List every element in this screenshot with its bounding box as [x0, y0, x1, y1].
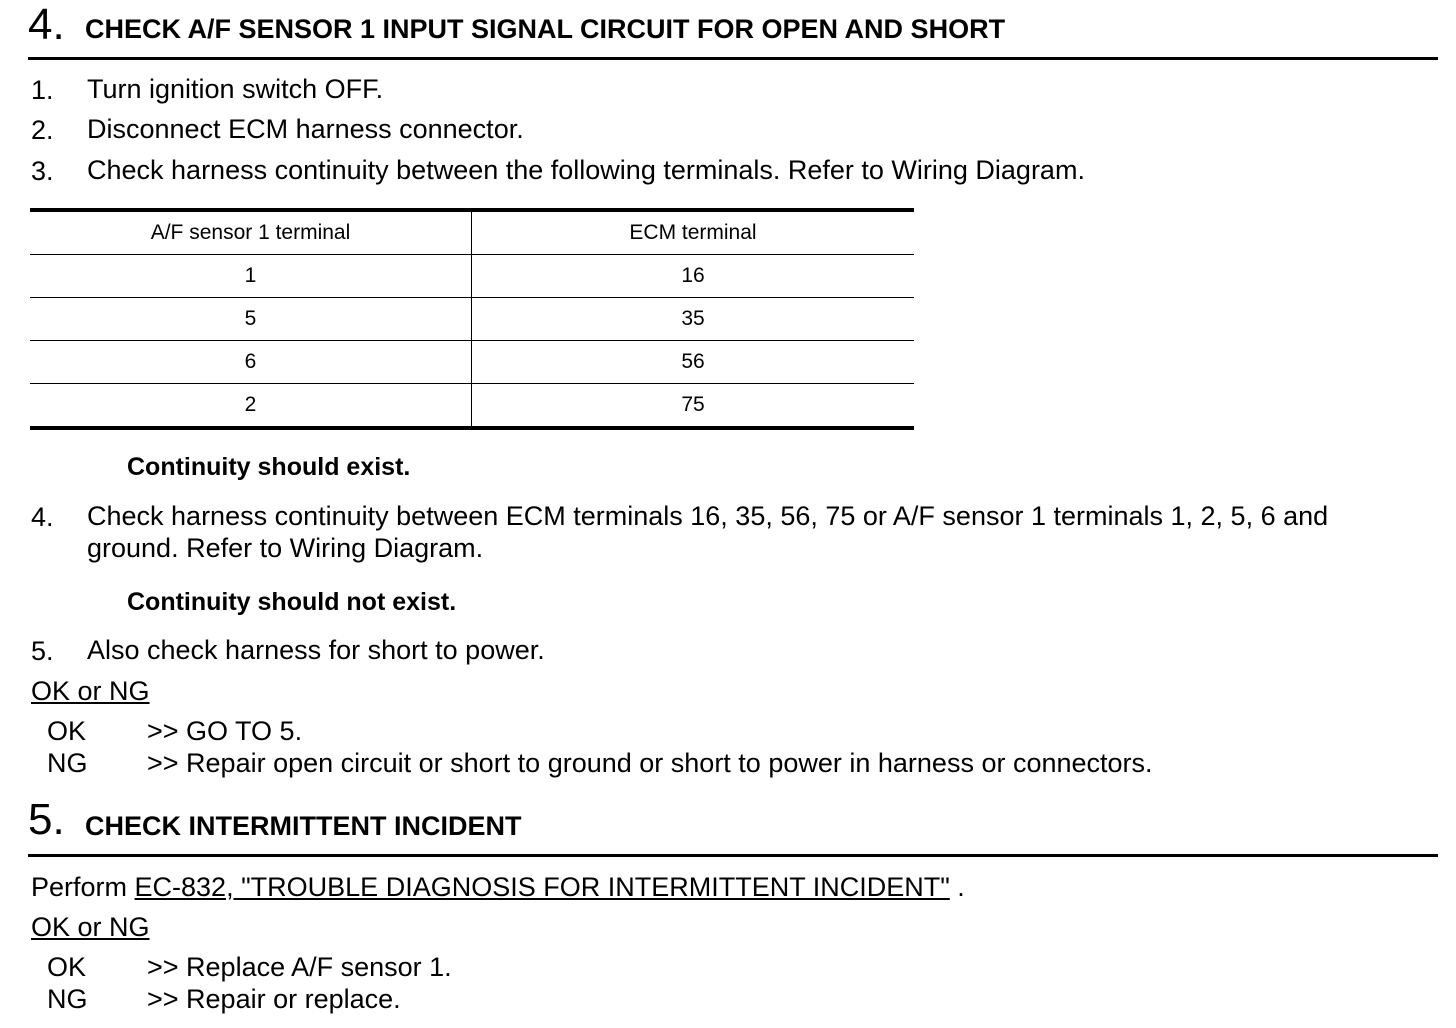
continuity-table — [30, 208, 914, 430]
section-5-number: 5. — [28, 795, 65, 844]
intermittent-incident-link[interactable]: EC-832, "TROUBLE DIAGNOSIS FOR INTERMITTENT INCIDENT" — [134, 872, 950, 902]
perform-prefix: Perform — [31, 872, 135, 902]
table-cell-ecm-terminal: 56 — [472, 341, 915, 384]
step-4-number: 4. — [31, 502, 54, 532]
continuity-not-exist-note: Continuity should not exist. — [127, 588, 457, 616]
section-5-title: CHECK INTERMITTENT INCIDENT — [85, 811, 522, 841]
section-4-ng-action: >> Repair open circuit or short to ground or short to power in harness or connectors. — [147, 748, 1153, 778]
section-4-ok-action: >> GO TO 5. — [147, 716, 303, 746]
section-4-rule — [28, 57, 1438, 60]
step-2-number: 2. — [31, 115, 54, 145]
perform-suffix: . — [949, 872, 965, 902]
table-row — [30, 384, 914, 429]
section-4-ng-code: NG — [47, 748, 88, 778]
section-4-ok-code: OK — [47, 716, 87, 746]
step-3-number: 3. — [31, 156, 54, 186]
step-2-text: Disconnect ECM harness connector. — [87, 114, 524, 144]
table-header-af-sensor: A/F sensor 1 terminal — [30, 210, 472, 255]
perform-line — [31, 871, 965, 903]
table-row — [30, 298, 914, 341]
continuity-exist-note: Continuity should exist. — [127, 453, 411, 481]
table-cell-sensor-terminal: 1 — [30, 255, 472, 298]
step-5-number: 5. — [31, 636, 54, 666]
section-5-ok-code: OK — [47, 952, 87, 982]
table-cell-ecm-terminal: 16 — [472, 255, 915, 298]
section-4-ok-ng-heading: OK or NG — [31, 676, 150, 706]
section-4-number: 4. — [28, 0, 65, 49]
table-cell-ecm-terminal: 35 — [472, 298, 915, 341]
step-1-number: 1. — [31, 75, 54, 105]
table-cell-sensor-terminal: 6 — [30, 341, 472, 384]
section-4-title: CHECK A/F SENSOR 1 INPUT SIGNAL CIRCUIT FOR OPEN AND SHORT — [85, 14, 1006, 44]
section-5-rule — [28, 854, 1438, 857]
table-header-row — [30, 210, 914, 255]
table-row — [30, 255, 914, 298]
step-3-text: Check harness continuity between the following terminals. Refer to Wiring Diagram. — [87, 155, 1085, 185]
section-5-ng-action: >> Repair or replace. — [147, 984, 401, 1014]
table-header-ecm: ECM terminal — [472, 210, 915, 255]
step-5-text: Also check harness for short to power. — [87, 635, 545, 665]
table-cell-sensor-terminal: 5 — [30, 298, 472, 341]
section-5-ng-code: NG — [47, 984, 88, 1014]
table-cell-ecm-terminal: 75 — [472, 384, 915, 429]
table-row — [30, 341, 914, 384]
section-5-ok-action: >> Replace A/F sensor 1. — [147, 952, 452, 982]
step-4-text-line1: Check harness continuity between ECM terminals 16, 35, 56, 75 or A/F sensor 1 terminals 1, 2, 5, 6 and — [87, 501, 1329, 531]
table-cell-sensor-terminal: 2 — [30, 384, 472, 429]
section-5-ok-ng-heading: OK or NG — [31, 912, 150, 942]
step-1-text: Turn ignition switch OFF. — [87, 74, 384, 104]
step-4-text-line2: ground. Refer to Wiring Diagram. — [87, 533, 484, 563]
